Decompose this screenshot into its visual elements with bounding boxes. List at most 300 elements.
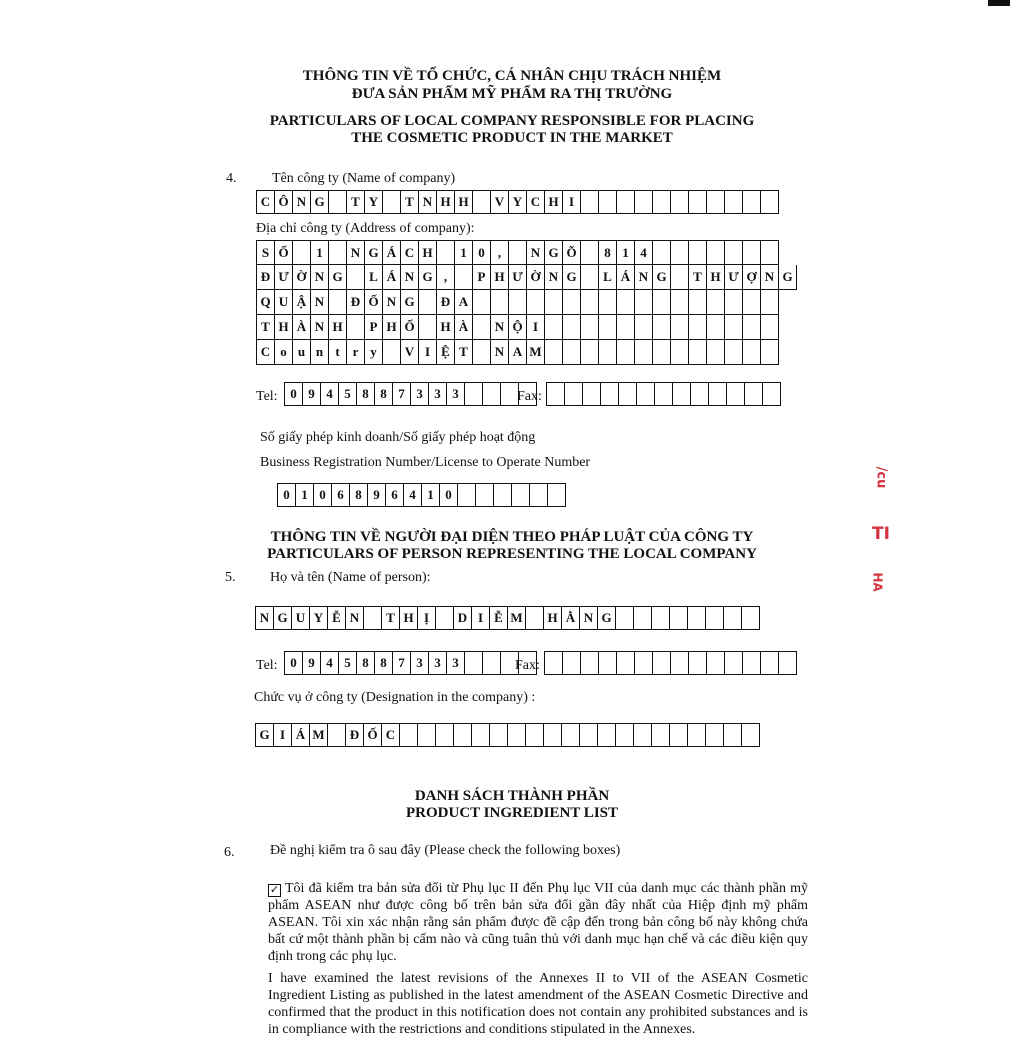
char-cell[interactable] — [725, 340, 743, 365]
char-cell[interactable]: Y — [310, 606, 328, 630]
char-cell[interactable]: P — [473, 265, 491, 290]
char-cell[interactable]: Ờ — [293, 265, 311, 290]
char-cell[interactable]: 7 — [393, 651, 411, 675]
char-cell[interactable]: Ố — [275, 240, 293, 265]
char-cell[interactable]: U — [292, 606, 310, 630]
char-cell[interactable] — [465, 651, 483, 675]
char-cell[interactable] — [743, 651, 761, 675]
char-cell[interactable] — [616, 723, 634, 747]
char-cell[interactable] — [583, 382, 601, 406]
char-cell[interactable]: 8 — [599, 240, 617, 265]
char-cell[interactable]: Y — [509, 190, 527, 214]
char-cell[interactable] — [671, 240, 689, 265]
char-cell[interactable]: 1 — [455, 240, 473, 265]
char-cell[interactable] — [673, 382, 691, 406]
char-cell[interactable] — [473, 315, 491, 340]
char-cell[interactable]: 5 — [339, 651, 357, 675]
char-cell[interactable]: N — [527, 240, 545, 265]
char-cell[interactable] — [671, 315, 689, 340]
char-cell[interactable]: N — [311, 315, 329, 340]
char-cell[interactable]: 3 — [429, 651, 447, 675]
char-cell[interactable]: G — [256, 723, 274, 747]
char-cell[interactable]: Ậ — [293, 290, 311, 315]
char-cell[interactable] — [347, 265, 365, 290]
char-cell[interactable]: A — [509, 340, 527, 365]
char-cell[interactable]: G — [401, 290, 419, 315]
char-cell[interactable] — [761, 240, 779, 265]
char-cell[interactable]: Q — [257, 290, 275, 315]
char-cell[interactable]: N — [761, 265, 779, 290]
char-cell[interactable]: 8 — [350, 483, 368, 507]
char-cell[interactable] — [743, 190, 761, 214]
char-cell[interactable] — [545, 290, 563, 315]
char-cell[interactable]: Á — [383, 265, 401, 290]
char-cell[interactable]: Y — [365, 190, 383, 214]
char-cell[interactable]: V — [401, 340, 419, 365]
char-cell[interactable]: H — [455, 190, 473, 214]
char-cell[interactable]: N — [635, 265, 653, 290]
char-cell[interactable] — [617, 651, 635, 675]
char-cell[interactable] — [616, 606, 634, 630]
char-cell[interactable]: 8 — [375, 382, 393, 406]
char-cell[interactable]: y — [365, 340, 383, 365]
char-cell[interactable]: Ô — [275, 190, 293, 214]
char-cell[interactable] — [706, 723, 724, 747]
char-cell[interactable]: M — [527, 340, 545, 365]
char-cell[interactable]: 3 — [411, 382, 429, 406]
char-cell[interactable]: H — [419, 240, 437, 265]
char-cell[interactable]: N — [580, 606, 598, 630]
license-number-grid[interactable] — [277, 483, 566, 507]
char-cell[interactable]: T — [257, 315, 275, 340]
char-cell[interactable]: N — [545, 265, 563, 290]
char-cell[interactable]: G — [563, 265, 581, 290]
char-cell[interactable] — [483, 382, 501, 406]
char-cell[interactable]: 8 — [357, 382, 375, 406]
char-cell[interactable] — [526, 606, 544, 630]
char-cell[interactable] — [689, 315, 707, 340]
char-cell[interactable]: 1 — [311, 240, 329, 265]
char-cell[interactable]: N — [491, 340, 509, 365]
char-cell[interactable]: H — [383, 315, 401, 340]
char-cell[interactable]: Ố — [364, 723, 382, 747]
char-cell[interactable] — [563, 315, 581, 340]
char-cell[interactable]: 9 — [303, 382, 321, 406]
char-cell[interactable]: H — [545, 190, 563, 214]
char-cell[interactable] — [580, 723, 598, 747]
char-cell[interactable] — [688, 606, 706, 630]
char-cell[interactable]: Ễ — [490, 606, 508, 630]
char-cell[interactable] — [436, 606, 454, 630]
char-cell[interactable] — [707, 340, 725, 365]
char-cell[interactable]: Á — [383, 240, 401, 265]
char-cell[interactable]: L — [365, 265, 383, 290]
char-cell[interactable]: Ộ — [509, 315, 527, 340]
char-cell[interactable] — [761, 315, 779, 340]
char-cell[interactable]: 1 — [617, 240, 635, 265]
char-cell[interactable] — [465, 382, 483, 406]
char-cell[interactable]: G — [598, 606, 616, 630]
char-cell[interactable]: G — [311, 190, 329, 214]
char-cell[interactable] — [617, 190, 635, 214]
char-cell[interactable]: H — [275, 315, 293, 340]
char-cell[interactable] — [329, 240, 347, 265]
char-cell[interactable]: I — [527, 315, 545, 340]
char-cell[interactable] — [329, 190, 347, 214]
char-cell[interactable] — [725, 651, 743, 675]
char-cell[interactable] — [635, 651, 653, 675]
char-cell[interactable]: H — [329, 315, 347, 340]
char-cell[interactable]: r — [347, 340, 365, 365]
char-cell[interactable]: I — [274, 723, 292, 747]
char-cell[interactable]: N — [311, 290, 329, 315]
char-cell[interactable]: H — [400, 606, 418, 630]
char-cell[interactable] — [617, 290, 635, 315]
char-cell[interactable]: L — [599, 265, 617, 290]
char-cell[interactable]: N — [383, 290, 401, 315]
char-cell[interactable]: Ờ — [527, 265, 545, 290]
char-cell[interactable]: T — [689, 265, 707, 290]
char-cell[interactable]: N — [347, 240, 365, 265]
char-cell[interactable]: G — [329, 265, 347, 290]
char-cell[interactable] — [761, 290, 779, 315]
char-cell[interactable]: G — [545, 240, 563, 265]
char-cell[interactable]: Đ — [346, 723, 364, 747]
char-cell[interactable]: Ệ — [437, 340, 455, 365]
char-cell[interactable]: M — [310, 723, 328, 747]
char-cell[interactable]: I — [419, 340, 437, 365]
char-cell[interactable]: n — [311, 340, 329, 365]
char-cell[interactable]: H — [707, 265, 725, 290]
char-cell[interactable] — [653, 290, 671, 315]
char-cell[interactable] — [706, 606, 724, 630]
char-cell[interactable]: N — [293, 190, 311, 214]
char-cell[interactable] — [707, 315, 725, 340]
char-cell[interactable]: 3 — [411, 651, 429, 675]
char-cell[interactable]: T — [347, 190, 365, 214]
char-cell[interactable] — [671, 651, 689, 675]
char-cell[interactable] — [509, 290, 527, 315]
char-cell[interactable] — [526, 723, 544, 747]
char-cell[interactable]: 0 — [473, 240, 491, 265]
char-cell[interactable] — [562, 723, 580, 747]
char-cell[interactable]: Đ — [257, 265, 275, 290]
char-cell[interactable]: Ố — [401, 315, 419, 340]
char-cell[interactable]: 9 — [368, 483, 386, 507]
char-cell[interactable] — [581, 340, 599, 365]
char-cell[interactable] — [724, 606, 742, 630]
char-cell[interactable] — [599, 651, 617, 675]
char-cell[interactable] — [530, 483, 548, 507]
char-cell[interactable] — [581, 190, 599, 214]
char-cell[interactable]: Ị — [418, 606, 436, 630]
char-cell[interactable]: D — [454, 606, 472, 630]
char-cell[interactable]: Á — [617, 265, 635, 290]
char-cell[interactable] — [707, 240, 725, 265]
char-cell[interactable] — [599, 340, 617, 365]
char-cell[interactable] — [544, 723, 562, 747]
char-cell[interactable] — [601, 382, 619, 406]
char-cell[interactable]: 8 — [375, 651, 393, 675]
char-cell[interactable]: 9 — [303, 651, 321, 675]
char-cell[interactable] — [763, 382, 781, 406]
char-cell[interactable]: Á — [292, 723, 310, 747]
char-cell[interactable]: 1 — [296, 483, 314, 507]
company-address-grid[interactable] — [256, 240, 797, 365]
char-cell[interactable] — [761, 340, 779, 365]
char-cell[interactable]: 0 — [285, 651, 303, 675]
char-cell[interactable]: Đ — [437, 290, 455, 315]
char-cell[interactable]: 4 — [635, 240, 653, 265]
char-cell[interactable]: T — [455, 340, 473, 365]
char-cell[interactable] — [329, 290, 347, 315]
char-cell[interactable]: H — [437, 315, 455, 340]
char-cell[interactable] — [508, 723, 526, 747]
address-row[interactable] — [256, 340, 797, 365]
char-cell[interactable]: 8 — [357, 651, 375, 675]
char-cell[interactable] — [454, 723, 472, 747]
char-cell[interactable]: 4 — [404, 483, 422, 507]
char-cell[interactable] — [545, 315, 563, 340]
char-cell[interactable]: 5 — [339, 382, 357, 406]
char-cell[interactable] — [653, 315, 671, 340]
char-cell[interactable] — [617, 340, 635, 365]
char-cell[interactable] — [347, 315, 365, 340]
char-cell[interactable] — [455, 265, 473, 290]
char-cell[interactable] — [419, 315, 437, 340]
char-cell[interactable] — [727, 382, 745, 406]
char-cell[interactable] — [637, 382, 655, 406]
char-cell[interactable] — [634, 606, 652, 630]
char-cell[interactable] — [635, 315, 653, 340]
char-cell[interactable]: Ư — [509, 265, 527, 290]
char-cell[interactable] — [293, 240, 311, 265]
char-cell[interactable] — [689, 290, 707, 315]
char-cell[interactable] — [745, 382, 763, 406]
char-cell[interactable] — [653, 651, 671, 675]
char-cell[interactable] — [635, 190, 653, 214]
char-cell[interactable] — [671, 290, 689, 315]
char-cell[interactable] — [707, 290, 725, 315]
char-cell[interactable] — [383, 340, 401, 365]
char-cell[interactable] — [548, 483, 566, 507]
char-cell[interactable] — [419, 290, 437, 315]
char-cell[interactable] — [725, 190, 743, 214]
declaration-checkbox[interactable]: ✓ — [269, 884, 280, 896]
char-cell[interactable] — [743, 290, 761, 315]
char-cell[interactable] — [671, 190, 689, 214]
char-cell[interactable] — [483, 651, 501, 675]
char-cell[interactable] — [670, 606, 688, 630]
char-cell[interactable]: Ễ — [328, 606, 346, 630]
char-cell[interactable]: T — [382, 606, 400, 630]
char-cell[interactable]: 4 — [321, 382, 339, 406]
char-cell[interactable] — [473, 340, 491, 365]
char-cell[interactable] — [652, 723, 670, 747]
char-cell[interactable]: Ợ — [743, 265, 761, 290]
char-cell[interactable] — [545, 340, 563, 365]
char-cell[interactable]: N — [419, 190, 437, 214]
address-row[interactable] — [256, 265, 797, 290]
char-cell[interactable] — [547, 382, 565, 406]
person-name-grid[interactable] — [255, 606, 760, 630]
address-row[interactable] — [256, 315, 797, 340]
char-cell[interactable] — [527, 290, 545, 315]
char-cell[interactable]: 6 — [332, 483, 350, 507]
char-cell[interactable] — [689, 240, 707, 265]
char-cell[interactable]: 1 — [422, 483, 440, 507]
char-cell[interactable]: Ằ — [562, 606, 580, 630]
char-cell[interactable] — [472, 723, 490, 747]
char-cell[interactable]: t — [329, 340, 347, 365]
char-cell[interactable] — [599, 315, 617, 340]
char-cell[interactable] — [742, 723, 760, 747]
char-cell[interactable] — [761, 190, 779, 214]
char-cell[interactable] — [436, 723, 454, 747]
char-cell[interactable]: , — [491, 240, 509, 265]
char-cell[interactable] — [707, 651, 725, 675]
char-cell[interactable] — [779, 651, 797, 675]
char-cell[interactable] — [709, 382, 727, 406]
char-cell[interactable]: 7 — [393, 382, 411, 406]
char-cell[interactable] — [476, 483, 494, 507]
char-cell[interactable] — [691, 382, 709, 406]
char-cell[interactable]: H — [437, 190, 455, 214]
char-cell[interactable]: Õ — [563, 240, 581, 265]
char-cell[interactable] — [725, 240, 743, 265]
char-cell[interactable]: N — [346, 606, 364, 630]
address-row[interactable] — [256, 290, 797, 315]
char-cell[interactable]: À — [293, 315, 311, 340]
char-cell[interactable]: 0 — [278, 483, 296, 507]
char-cell[interactable]: G — [365, 240, 383, 265]
char-cell[interactable]: o — [275, 340, 293, 365]
company-fax-grid[interactable] — [546, 382, 781, 406]
char-cell[interactable]: 4 — [321, 651, 339, 675]
char-cell[interactable]: C — [382, 723, 400, 747]
char-cell[interactable] — [671, 265, 689, 290]
char-cell[interactable]: 0 — [440, 483, 458, 507]
char-cell[interactable] — [473, 190, 491, 214]
char-cell[interactable] — [581, 290, 599, 315]
person-fax-grid[interactable] — [544, 651, 797, 675]
address-row[interactable] — [256, 240, 797, 265]
char-cell[interactable] — [635, 340, 653, 365]
char-cell[interactable] — [725, 290, 743, 315]
char-cell[interactable] — [653, 190, 671, 214]
char-cell[interactable] — [400, 723, 418, 747]
char-cell[interactable] — [761, 651, 779, 675]
person-tel-grid[interactable] — [284, 651, 537, 675]
char-cell[interactable] — [437, 240, 455, 265]
char-cell[interactable] — [563, 290, 581, 315]
char-cell[interactable] — [671, 340, 689, 365]
char-cell[interactable]: S — [257, 240, 275, 265]
char-cell[interactable] — [563, 651, 581, 675]
char-cell[interactable]: Ố — [365, 290, 383, 315]
char-cell[interactable] — [689, 651, 707, 675]
char-cell[interactable]: 0 — [285, 382, 303, 406]
char-cell[interactable] — [473, 290, 491, 315]
char-cell[interactable]: G — [274, 606, 292, 630]
char-cell[interactable]: G — [419, 265, 437, 290]
char-cell[interactable] — [653, 240, 671, 265]
char-cell[interactable] — [725, 315, 743, 340]
char-cell[interactable] — [652, 606, 670, 630]
char-cell[interactable]: V — [491, 190, 509, 214]
char-cell[interactable] — [743, 240, 761, 265]
char-cell[interactable] — [494, 483, 512, 507]
char-cell[interactable]: 0 — [314, 483, 332, 507]
char-cell[interactable]: A — [455, 290, 473, 315]
char-cell[interactable] — [599, 290, 617, 315]
char-cell[interactable] — [742, 606, 760, 630]
char-cell[interactable]: 3 — [447, 382, 465, 406]
char-cell[interactable]: , — [437, 265, 455, 290]
char-cell[interactable]: C — [527, 190, 545, 214]
char-cell[interactable]: Ư — [275, 265, 293, 290]
char-cell[interactable]: 6 — [386, 483, 404, 507]
char-cell[interactable]: C — [257, 340, 275, 365]
char-cell[interactable] — [707, 190, 725, 214]
char-cell[interactable]: 3 — [429, 382, 447, 406]
char-cell[interactable] — [743, 315, 761, 340]
char-cell[interactable] — [328, 723, 346, 747]
char-cell[interactable]: N — [401, 265, 419, 290]
char-cell[interactable] — [619, 382, 637, 406]
company-tel-grid[interactable] — [284, 382, 537, 406]
char-cell[interactable] — [599, 190, 617, 214]
char-cell[interactable] — [545, 651, 563, 675]
char-cell[interactable] — [418, 723, 436, 747]
char-cell[interactable] — [598, 723, 616, 747]
char-cell[interactable]: 3 — [447, 651, 465, 675]
char-cell[interactable]: G — [779, 265, 797, 290]
char-cell[interactable] — [581, 265, 599, 290]
char-cell[interactable]: I — [472, 606, 490, 630]
char-cell[interactable]: G — [653, 265, 671, 290]
char-cell[interactable] — [491, 290, 509, 315]
char-cell[interactable]: U — [275, 290, 293, 315]
char-cell[interactable]: M — [508, 606, 526, 630]
char-cell[interactable] — [653, 340, 671, 365]
char-cell[interactable]: T — [401, 190, 419, 214]
char-cell[interactable] — [581, 651, 599, 675]
char-cell[interactable]: Đ — [347, 290, 365, 315]
char-cell[interactable] — [670, 723, 688, 747]
char-cell[interactable] — [581, 315, 599, 340]
char-cell[interactable] — [458, 483, 476, 507]
char-cell[interactable] — [617, 315, 635, 340]
char-cell[interactable]: P — [365, 315, 383, 340]
char-cell[interactable]: N — [256, 606, 274, 630]
char-cell[interactable]: N — [311, 265, 329, 290]
char-cell[interactable] — [634, 723, 652, 747]
designation-grid[interactable] — [255, 723, 760, 747]
char-cell[interactable]: I — [563, 190, 581, 214]
char-cell[interactable] — [689, 190, 707, 214]
char-cell[interactable] — [490, 723, 508, 747]
char-cell[interactable] — [689, 340, 707, 365]
char-cell[interactable]: u — [293, 340, 311, 365]
char-cell[interactable] — [635, 290, 653, 315]
char-cell[interactable] — [581, 240, 599, 265]
char-cell[interactable]: H — [544, 606, 562, 630]
char-cell[interactable]: C — [257, 190, 275, 214]
char-cell[interactable] — [688, 723, 706, 747]
company-name-grid[interactable] — [256, 190, 779, 214]
char-cell[interactable]: À — [455, 315, 473, 340]
